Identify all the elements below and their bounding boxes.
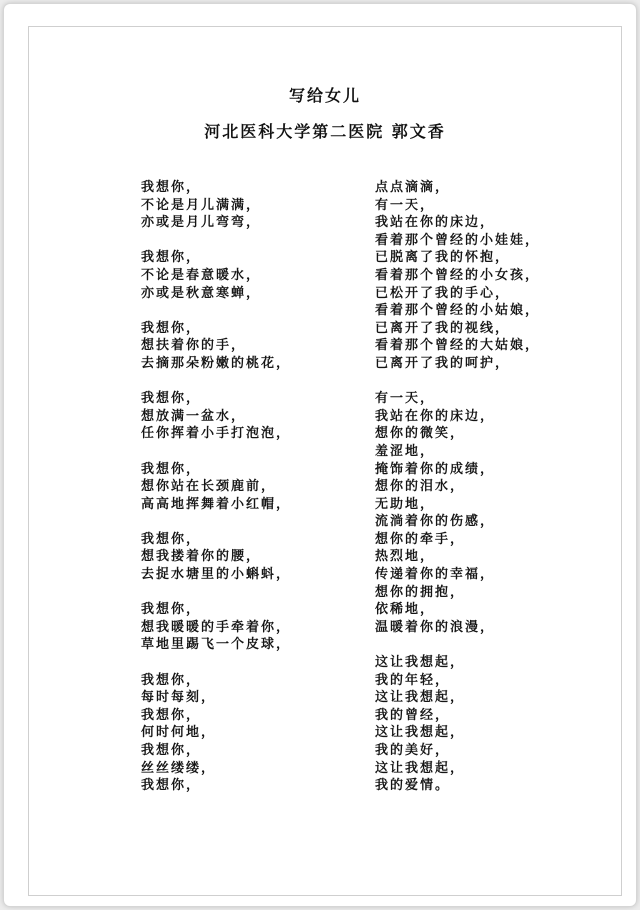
poem-line: 依稀地， [375,602,436,618]
stanza-gap [141,302,291,320]
poem-line: 这让我想起， [375,690,466,706]
stanza-gap [141,584,291,602]
poem-line: 已离开了我的视线， [375,320,511,336]
poem-line: 想你的微笑， [375,426,466,442]
poem-line: 温暖着你的浪漫， [375,619,496,635]
poem-line: 我的爱情。 [375,778,451,794]
poem-line: 我想你， [141,743,202,758]
poem-line: 想你的牵手， [375,531,466,547]
poem-line: 我的年轻， [375,672,451,688]
poem-line: 已脱离了我的怀抱， [375,250,511,266]
stanza-gap [141,443,291,461]
poem-line: 我想你， [141,391,202,407]
poem-stanza [141,390,291,443]
poem-line: 掩饰着你的成绩， [375,461,496,477]
poem-line: 我想你， [141,531,202,547]
poem-line: 想放满一盆水， [141,408,247,424]
poem-line: 我想你， [141,461,202,477]
page-frame [4,4,636,906]
poem-line: 想我搂着你的腰， [141,549,262,565]
poem-line: 去捉水塘里的小蝌蚪， [141,567,292,583]
poem-right-column [375,179,540,795]
poem-line: 我想你， [141,707,202,723]
poem-line: 我想你， [141,672,202,688]
poem-line: 无助地， [375,496,436,512]
poem-stanza [375,654,540,795]
poem-line: 看着那个曾经的小女孩， [375,267,541,283]
poem-line: 羞涩地， [375,443,436,459]
poem-line: 我想你， [141,602,202,618]
poem-line: 高高地挥舞着小红帽， [141,496,292,512]
poem-line: 热烈地， [375,549,436,565]
poem-stanza [375,179,540,373]
stanza-gap [375,636,540,654]
document-page [28,26,622,896]
poem-line: 已松开了我的手心， [375,285,511,301]
stanza-gap [141,373,291,391]
poem-line: 有一天， [375,197,436,213]
poem-line: 看着那个曾经的小姑娘， [375,303,541,319]
poem-line: 想我暖暖的手牵着你， [141,619,292,635]
poem-stanza [141,179,291,232]
poem-line: 我想你， [141,180,202,195]
poem-line: 点点滴滴， [375,180,451,195]
poem-line: 看着那个曾经的大姑娘， [375,338,541,354]
poem-line: 去摘那朵粉嫩的桃花， [141,355,292,371]
poem-line: 亦或是秋意寒蝉， [141,285,262,301]
poem-line: 想你站在长颈鹿前， [141,479,277,495]
poem-stanza [141,461,291,514]
poem-line: 不论是春意暖水， [141,267,262,283]
poem-line: 想你的泪水， [375,479,466,495]
poem-line: 草地里踢飞一个皮球， [141,637,292,653]
poem-stanza [141,320,291,373]
poem-line: 这让我想起， [375,760,466,776]
poem-line: 这让我想起， [375,725,466,741]
poem-line: 传递着你的幸福， [375,567,496,583]
poem-line: 想扶着你的手， [141,338,247,354]
poem-line: 流淌着你的伤感， [375,514,496,530]
stanza-gap [141,513,291,531]
poem-line: 我想你， [141,250,202,266]
poem-line: 何时何地， [141,725,217,741]
poem-stanza [141,672,291,795]
poem-line: 我的美好， [375,743,451,758]
poem-line: 丝丝缕缕， [141,760,217,776]
poem-line: 每时每刻， [141,690,217,706]
poem-line: 我站在你的床边， [375,408,496,424]
poem-line: 看着那个曾经的小娃娃， [375,232,541,248]
poem-line: 我站在你的床边， [375,215,496,231]
author-line: 河北医科大学第二医院 郭文香 [204,122,446,141]
stanza-gap [375,373,540,391]
poem-line: 这让我想起， [375,655,466,671]
poem-stanza [141,531,291,584]
poem-left-column [141,179,291,795]
poem-stanza [375,390,540,636]
stanza-gap [141,654,291,672]
poem-line: 已离开了我的呵护， [375,355,511,371]
poem-line: 我的曾经， [375,707,451,723]
poem-line: 任你挥着小手打泡泡， [141,426,292,442]
poem-line: 我想你， [141,320,202,336]
poem-line: 有一天， [375,391,436,407]
poem-line: 我想你， [141,778,202,794]
poem-line: 想你的拥抱， [375,584,466,600]
stanza-gap [141,232,291,250]
poem-stanza [141,249,291,302]
poem-line: 不论是月儿满满， [141,197,262,213]
poem-title: 写给女儿 [288,86,361,105]
poem-line: 亦或是月儿弯弯， [141,215,262,231]
poem-stanza [141,601,291,654]
